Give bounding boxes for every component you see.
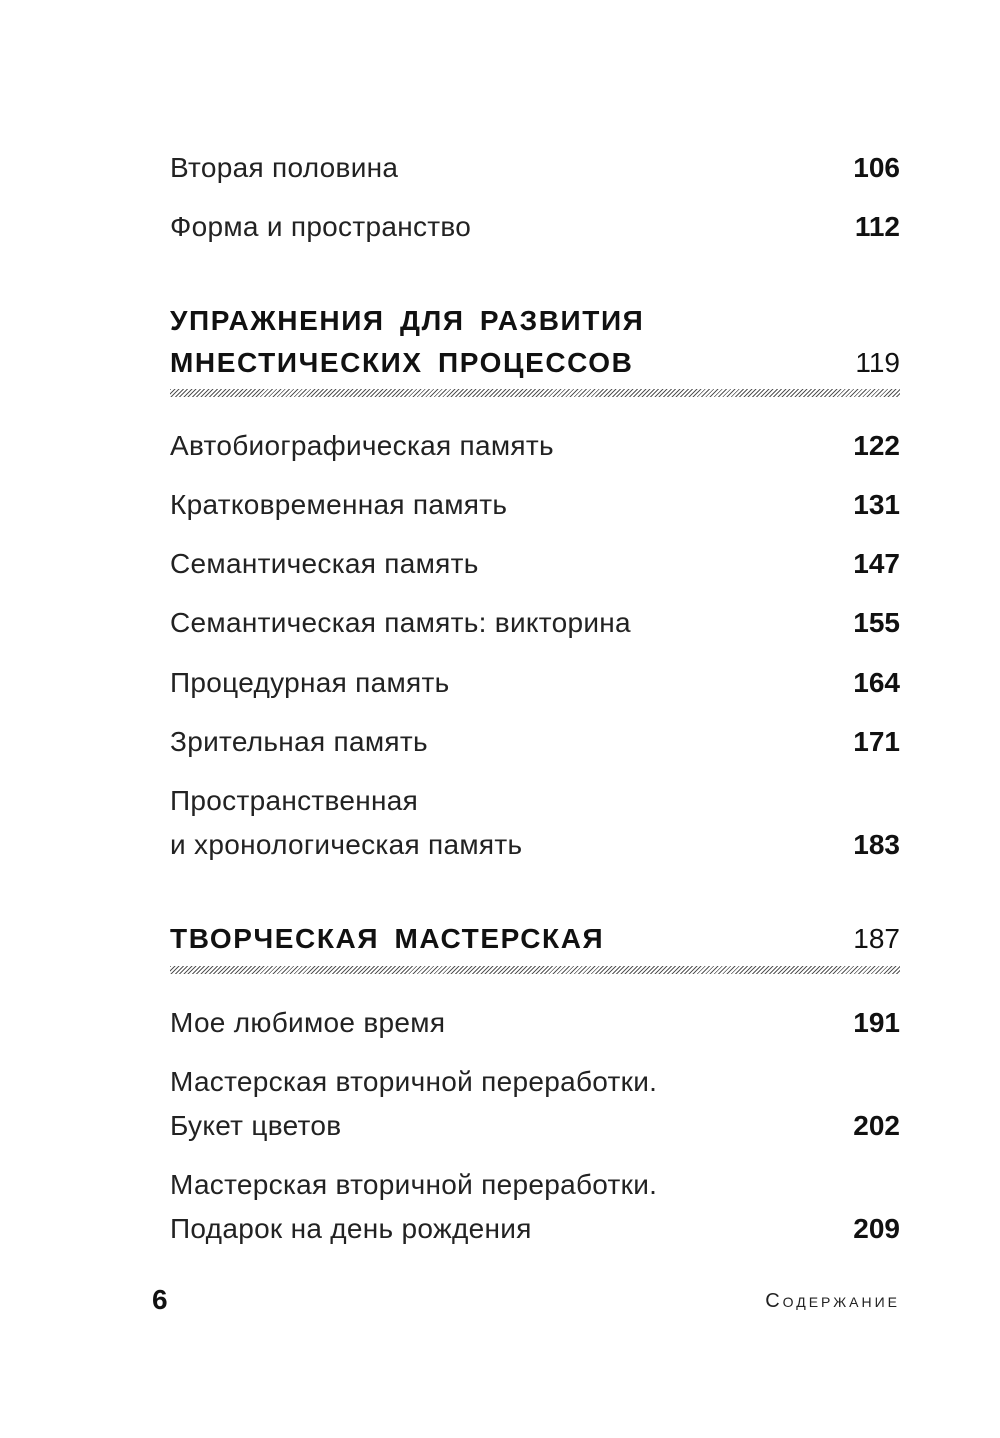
toc-entry[interactable] bbox=[170, 661, 900, 705]
toc-entry-page: 122 bbox=[853, 430, 900, 461]
toc-entry-title: Мастерская вторичной переработки. bbox=[170, 1169, 658, 1200]
section-title-line2: МНЕСТИЧЕСКИХ ПРОЦЕССОВ bbox=[170, 347, 634, 378]
toc-entry[interactable] bbox=[170, 424, 900, 468]
toc-entry-title: Форма и пространство bbox=[170, 211, 472, 242]
toc-entry[interactable] bbox=[170, 483, 900, 527]
toc-entry-page: 131 bbox=[853, 489, 900, 520]
toc-entry[interactable] bbox=[170, 542, 900, 586]
toc-entry-page: 112 bbox=[854, 211, 900, 242]
toc-entry[interactable] bbox=[170, 601, 900, 645]
toc-entry-title: Кратковременная память bbox=[170, 489, 508, 520]
toc-entry-title: Семантическая память bbox=[170, 548, 479, 579]
toc-entry-title: Процедурная память bbox=[170, 667, 450, 698]
toc-entry-page: 209 bbox=[853, 1213, 900, 1244]
section-heading-creative[interactable] bbox=[170, 918, 900, 960]
toc-entry-page: 155 bbox=[853, 607, 900, 638]
toc-entry-page: 202 bbox=[853, 1110, 900, 1141]
toc-entry-page: 106 bbox=[853, 152, 900, 183]
page-number: 6 bbox=[152, 1284, 168, 1315]
section-page: 119 bbox=[855, 347, 900, 378]
toc-entry-page: 183 bbox=[853, 829, 900, 860]
toc-entry[interactable] bbox=[170, 720, 900, 764]
toc-entry-title: Пространственная bbox=[170, 785, 419, 816]
toc-entry[interactable] bbox=[170, 1163, 900, 1251]
section-title: ТВОРЧЕСКАЯ МАСТЕРСКАЯ bbox=[170, 923, 605, 954]
toc-entry-title: Подарок на день рождения bbox=[170, 1213, 532, 1244]
toc-entry-title: Семантическая память: викторина bbox=[170, 607, 631, 638]
toc-entry-title: Букет цветов bbox=[170, 1110, 342, 1141]
running-title: Содержание bbox=[765, 1290, 900, 1312]
toc-entry-page: 171 bbox=[853, 726, 900, 757]
section-title-line1: УПРАЖНЕНИЯ ДЛЯ РАЗВИТИЯ bbox=[170, 305, 645, 336]
section-divider bbox=[170, 966, 900, 974]
toc-entry[interactable] bbox=[170, 205, 900, 249]
toc-entry[interactable] bbox=[170, 146, 900, 190]
toc-entry-title: Мое любимое время bbox=[170, 1007, 446, 1038]
toc-entry-title: Вторая половина bbox=[170, 152, 399, 183]
toc-entry[interactable] bbox=[170, 1001, 900, 1045]
toc-entry-page: 147 bbox=[853, 548, 900, 579]
toc-entry-title: и хронологическая память bbox=[170, 829, 523, 860]
toc-entry-title: Автобиографическая память bbox=[170, 430, 554, 461]
toc-entry-title: Мастерская вторичной переработки. bbox=[170, 1066, 658, 1097]
toc-entry-title: Зрительная память bbox=[170, 726, 428, 757]
section-divider bbox=[170, 389, 900, 397]
toc-entry[interactable] bbox=[170, 1060, 900, 1148]
section-heading-mnestic[interactable] bbox=[170, 300, 900, 384]
section-page: 187 bbox=[853, 923, 900, 954]
toc-entry-page: 191 bbox=[853, 1007, 900, 1038]
toc-entry-page: 164 bbox=[853, 667, 900, 698]
toc-entry[interactable] bbox=[170, 779, 900, 867]
